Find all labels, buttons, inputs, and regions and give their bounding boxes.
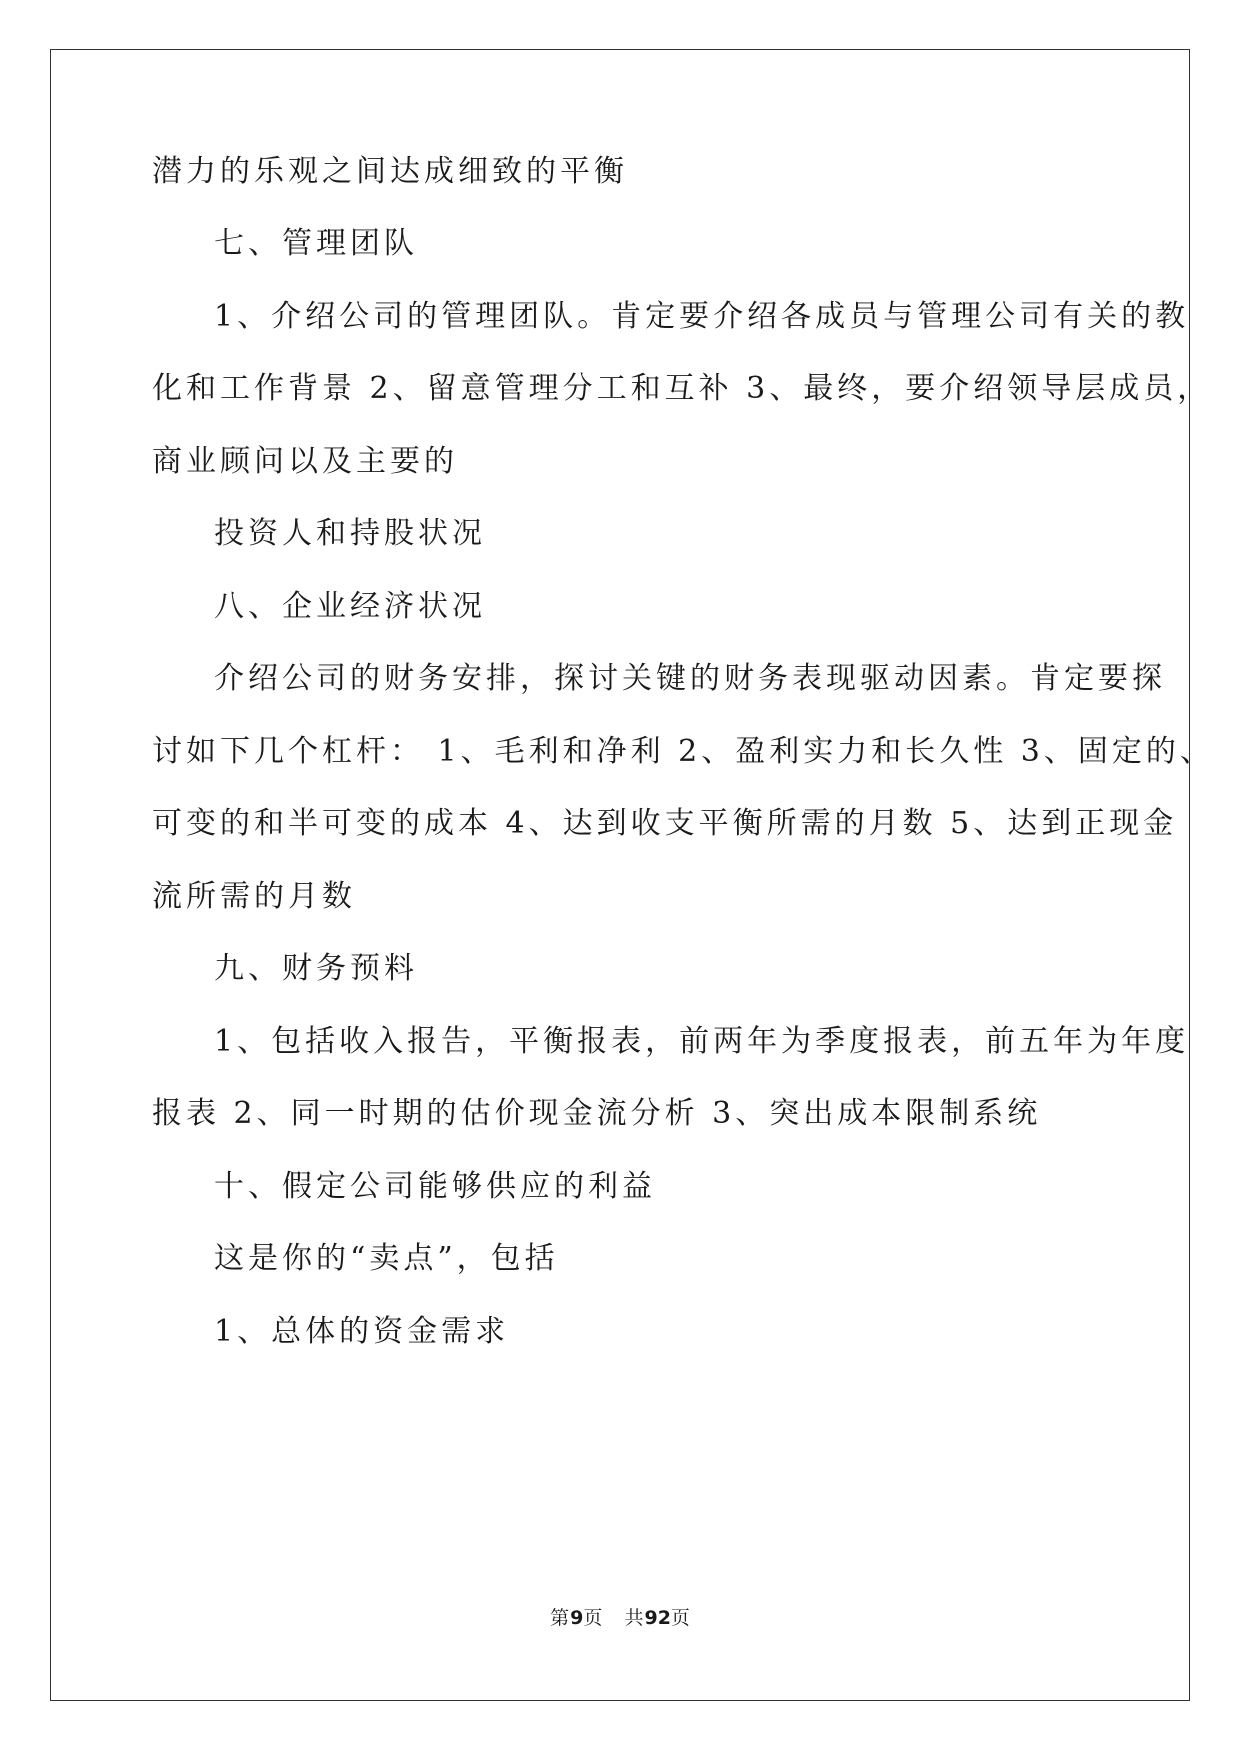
body-line: 这是你的“卖点”，包括 <box>214 1241 559 1276</box>
body-line: 讨如下几个杠杆： 1、毛利和净利 2、盈利实力和长久性 3、固定的、 <box>152 734 1214 769</box>
body-line: 化和工作背景 2、留意管理分工和互补 3、最终，要介绍领导层成员， <box>152 371 1212 406</box>
page-footer <box>0 1606 1241 1630</box>
section-heading: 九、财务预料 <box>214 951 418 986</box>
section-heading: 七、管理团队 <box>214 226 418 261</box>
body-line: 商业顾问以及主要的 <box>152 444 458 479</box>
body-line: 介绍公司的财务安排，探讨关键的财务表现驱动因素。肯定要探 <box>214 661 1166 696</box>
total-suffix: 页 <box>670 1607 691 1629</box>
section-heading: 八、企业经济状况 <box>214 589 486 624</box>
body-line: 1、包括收入报告，平衡报表，前两年为季度报表，前五年为年度 <box>214 1024 1190 1059</box>
body-line: 报表 2、同一时期的估价现金流分析 3、突出成本限制系统 <box>152 1096 1042 1131</box>
body-line: 1、总体的资金需求 <box>214 1314 510 1349</box>
body-line: 1、介绍公司的管理团队。肯定要介绍各成员与管理公司有关的教 <box>214 299 1190 334</box>
page-number: 9 <box>570 1607 584 1629</box>
page-suffix: 页 <box>583 1607 604 1629</box>
total-prefix: 共 <box>624 1607 645 1629</box>
page-prefix: 第 <box>550 1607 571 1629</box>
body-line: 流所需的月数 <box>152 879 356 914</box>
body-line: 投资人和持股状况 <box>214 516 486 551</box>
body-line: 可变的和半可变的成本 4、达到收支平衡所需的月数 5、达到正现金 <box>152 806 1178 841</box>
section-heading: 十、假定公司能够供应的利益 <box>214 1169 656 1204</box>
total-pages: 92 <box>644 1607 671 1629</box>
body-line: 潜力的乐观之间达成细致的平衡 <box>152 154 628 189</box>
